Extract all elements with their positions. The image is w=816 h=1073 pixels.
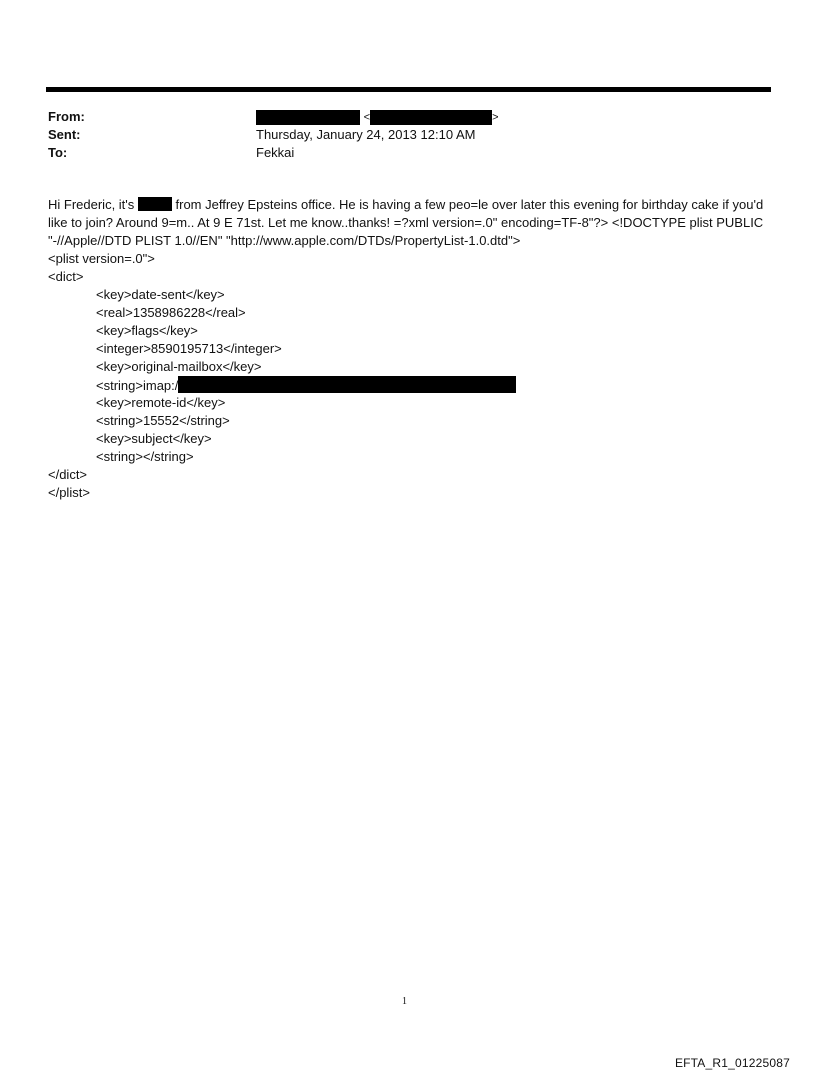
plist-line-imap	[48, 376, 768, 394]
plist-line: <key>flags</key>	[96, 323, 198, 338]
plist-line: <key>original-mailbox</key>	[96, 359, 262, 374]
redacted-imap-path	[178, 376, 516, 393]
to-label: To:	[48, 145, 68, 160]
from-label: From:	[48, 109, 85, 124]
plist-line: <key>date-sent</key>	[96, 287, 225, 302]
message-body	[48, 196, 768, 502]
redacted-sender-name	[256, 110, 360, 125]
redacted-sender-email	[370, 110, 492, 125]
plist-block	[48, 250, 768, 502]
to-value: Fekkai	[256, 145, 295, 160]
message-paragraph	[48, 196, 768, 250]
email-open-bracket: <	[363, 111, 371, 124]
plist-line: <key>remote-id</key>	[96, 395, 226, 410]
header-divider-rule	[46, 87, 771, 92]
from-value	[256, 108, 499, 127]
plist-line: <plist version=.0">	[48, 251, 155, 266]
sent-row	[48, 126, 748, 144]
redacted-name	[138, 197, 172, 211]
sent-label: Sent:	[48, 127, 81, 142]
document-id: EFTA_R1_01225087	[674, 1056, 790, 1070]
plist-line: <key>subject</key>	[96, 431, 212, 446]
plist-line: <string></string>	[96, 449, 194, 464]
plist-line: </dict>	[48, 467, 88, 482]
plist-line: <string>15552</string>	[96, 413, 230, 428]
plist-line: </plist>	[48, 485, 90, 500]
to-row	[48, 144, 748, 162]
message-text: from Jeffrey Epsteins office. He is having a few peo=le over later this evening for birthday cake if you'd like to join? Around 9=m.. At 9 E 71st. Let me know..thanks! =?xml version=.0" encoding=TF-8"?> <!DOCTYPE plist PUBLIC "-//Apple//DTD PLIST 1.0//EN" "http://www.apple.com/DTDs/PropertyList-1.0.dtd">	[48, 197, 764, 248]
from-row	[48, 108, 748, 126]
plist-line: <integer>8590195713</integer>	[96, 341, 282, 356]
greeting-text: Hi Frederic, it's	[48, 197, 138, 212]
sent-value: Thursday, January 24, 2013 12:10 AM	[256, 127, 476, 142]
page-number: 1	[402, 996, 407, 1007]
email-header	[48, 108, 748, 162]
plist-line: <real>1358986228</real>	[96, 305, 246, 320]
plist-line: <dict>	[48, 269, 84, 284]
email-close-bracket: >	[492, 111, 499, 124]
imap-string-text: <string>imap:/	[96, 378, 179, 393]
